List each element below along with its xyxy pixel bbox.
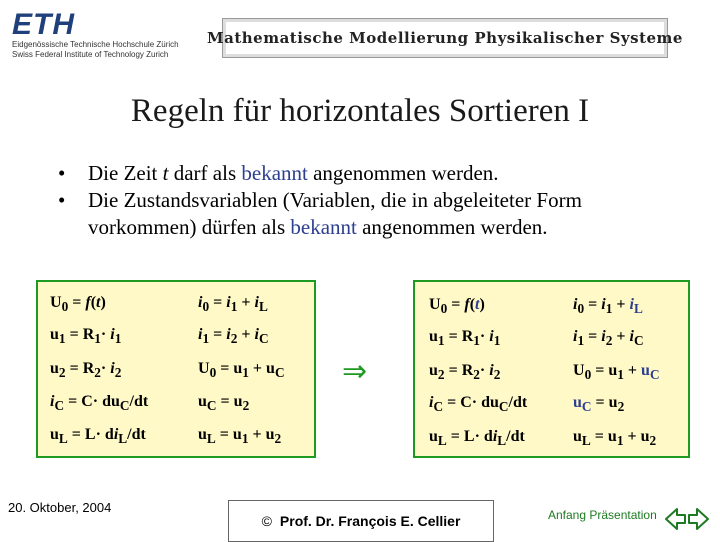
nav-arrows bbox=[664, 506, 710, 532]
equation-row bbox=[38, 420, 314, 452]
equations-table-after bbox=[413, 280, 690, 458]
bullet-dot: • bbox=[58, 188, 66, 212]
course-banner: Mathematische Modellierung Physikalischer Systeme bbox=[222, 18, 668, 58]
equation-row bbox=[38, 320, 314, 352]
equation-node: $i_1 = i_2 + i_C$ bbox=[573, 328, 644, 349]
equation-mesh: $U_0 = u_1 + u_C$ bbox=[573, 362, 660, 383]
bullet-text-part: angenommen werden. bbox=[356, 215, 548, 239]
equation-row bbox=[38, 387, 314, 419]
start-presentation-link[interactable]: Anfang Präsentation bbox=[548, 508, 657, 522]
equation-node: $i_0 = i_1 + i_L$ bbox=[198, 294, 268, 315]
equation-row bbox=[38, 288, 314, 320]
bullet-states bbox=[58, 187, 678, 241]
equation-row bbox=[415, 322, 688, 354]
footer-author-box bbox=[228, 500, 494, 542]
eth-logo-line2: Swiss Federal Institute of Technology Zurich bbox=[12, 50, 169, 59]
equation-r2: $u_2 = R_2\cdot i_2$ bbox=[429, 362, 501, 383]
bullet-text-part: Die Zeit bbox=[88, 161, 163, 185]
equation-row bbox=[38, 354, 314, 386]
highlight-known: bekannt bbox=[290, 215, 357, 239]
equation-capacitor: $i_C = C\cdot du_C/dt$ bbox=[429, 394, 528, 415]
equation-r1: $u_1 = R_1\cdot i_1$ bbox=[50, 326, 122, 347]
bullet-dot: • bbox=[58, 161, 66, 185]
author-name: Prof. Dr. François E. Cellier bbox=[279, 513, 461, 529]
bullet-list bbox=[58, 160, 678, 241]
equation-row bbox=[415, 290, 688, 322]
eth-logo bbox=[12, 10, 212, 68]
equations-table-before bbox=[36, 280, 316, 458]
implies-arrow: ⇒ bbox=[342, 354, 368, 389]
equation-row bbox=[415, 388, 688, 420]
equation-inductor: $u_L = L\cdot di_L/dt$ bbox=[50, 426, 146, 447]
slide-title: Regeln für horizontales Sortieren I bbox=[130, 93, 590, 129]
time-variable: t bbox=[162, 161, 169, 185]
bullet-time-text bbox=[88, 160, 499, 187]
bullet-time bbox=[58, 160, 678, 187]
eth-logo-line1: Eidgenössische Technische Hochschule Zürich bbox=[12, 40, 179, 49]
bullet-text-part: Die Zustandsvariablen (Variablen, die in abgeleiteter Form vorkommen) dürfen als bbox=[88, 188, 582, 239]
equation-capacitor: $i_C = C\cdot du_C/dt$ bbox=[50, 393, 149, 414]
equation-inductor: $u_L = L\cdot di_L/dt$ bbox=[429, 428, 525, 449]
equation-source: $U_0 = f(t)$ bbox=[429, 296, 485, 317]
eth-logo-text: ETH bbox=[12, 8, 75, 41]
bullet-text-part: angenommen werden. bbox=[307, 161, 499, 185]
equation-mesh: $u_L = u_1 + u_2$ bbox=[573, 428, 657, 449]
bullet-states-text bbox=[88, 187, 678, 241]
equation-row bbox=[415, 356, 688, 388]
equation-mesh: $u_C = u_2$ bbox=[198, 393, 250, 414]
equation-r1: $u_1 = R_1\cdot i_1$ bbox=[429, 328, 501, 349]
equation-mesh: $U_0 = u_1 + u_C$ bbox=[198, 360, 285, 381]
equation-mesh: $u_C = u_2$ bbox=[573, 394, 625, 415]
footer-date: 20. Oktober, 2004 bbox=[8, 500, 112, 515]
highlight-known: bekannt bbox=[241, 161, 308, 185]
forward-arrow-icon[interactable] bbox=[689, 509, 708, 529]
bullet-text-part: darf als bbox=[168, 161, 242, 185]
equation-row bbox=[415, 422, 688, 454]
equation-mesh: $u_L = u_1 + u_2$ bbox=[198, 426, 282, 447]
back-arrow-icon[interactable] bbox=[666, 509, 685, 529]
equation-node: $i_0 = i_1 + i_L$ bbox=[573, 296, 643, 317]
equation-node: $i_1 = i_2 + i_C$ bbox=[198, 326, 269, 347]
copyright-icon: © bbox=[261, 513, 272, 529]
equation-r2: $u_2 = R_2\cdot i_2$ bbox=[50, 360, 122, 381]
equation-source: $U_0 = f(t)$ bbox=[50, 294, 106, 315]
